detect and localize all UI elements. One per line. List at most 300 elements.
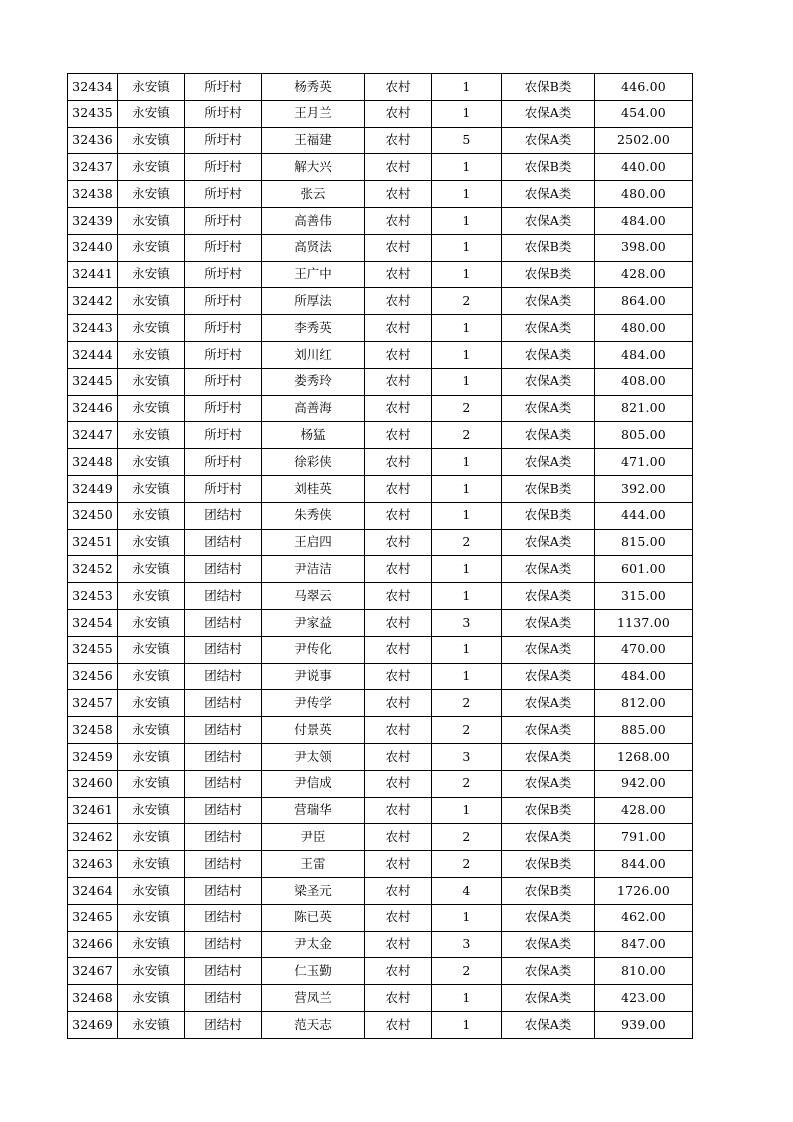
record-id-cell: 32434 xyxy=(68,74,118,101)
name-cell: 杨猛 xyxy=(262,422,365,449)
amount-cell: 428.00 xyxy=(595,797,693,824)
table-row xyxy=(68,556,693,583)
amount-cell: 885.00 xyxy=(595,717,693,744)
household-type-cell: 农村 xyxy=(365,717,432,744)
amount-cell: 480.00 xyxy=(595,315,693,342)
table-row xyxy=(68,181,693,208)
village-cell: 所圩村 xyxy=(185,368,262,395)
name-cell: 解大兴 xyxy=(262,154,365,181)
town-cell: 永安镇 xyxy=(118,341,185,368)
record-id-cell: 32458 xyxy=(68,717,118,744)
record-id-cell: 32451 xyxy=(68,529,118,556)
insurance-type-cell: 农保B类 xyxy=(502,234,595,261)
village-cell: 团结村 xyxy=(185,877,262,904)
people-count-cell: 1 xyxy=(432,985,502,1012)
record-id-cell: 32440 xyxy=(68,234,118,261)
name-cell: 梁圣元 xyxy=(262,877,365,904)
table-row xyxy=(68,931,693,958)
people-count-cell: 1 xyxy=(432,556,502,583)
household-type-cell: 农村 xyxy=(365,100,432,127)
amount-cell: 484.00 xyxy=(595,207,693,234)
town-cell: 永安镇 xyxy=(118,609,185,636)
record-id-cell: 32445 xyxy=(68,368,118,395)
insurance-type-cell: 农保A类 xyxy=(502,288,595,315)
town-cell: 永安镇 xyxy=(118,207,185,234)
insurance-type-cell: 农保A类 xyxy=(502,100,595,127)
people-count-cell: 1 xyxy=(432,1011,502,1038)
town-cell: 永安镇 xyxy=(118,475,185,502)
insurance-type-cell: 农保A类 xyxy=(502,583,595,610)
name-cell: 王月兰 xyxy=(262,100,365,127)
name-cell: 尹传化 xyxy=(262,636,365,663)
table-row xyxy=(68,636,693,663)
household-type-cell: 农村 xyxy=(365,341,432,368)
insurance-type-cell: 农保A类 xyxy=(502,556,595,583)
household-type-cell: 农村 xyxy=(365,904,432,931)
insurance-type-cell: 农保A类 xyxy=(502,663,595,690)
insurance-type-cell: 农保A类 xyxy=(502,368,595,395)
village-cell: 所圩村 xyxy=(185,74,262,101)
name-cell: 马翠云 xyxy=(262,583,365,610)
name-cell: 王启四 xyxy=(262,529,365,556)
amount-cell: 446.00 xyxy=(595,74,693,101)
record-id-cell: 32446 xyxy=(68,395,118,422)
insurance-type-cell: 农保B类 xyxy=(502,797,595,824)
village-cell: 团结村 xyxy=(185,529,262,556)
record-id-cell: 32468 xyxy=(68,985,118,1012)
record-id-cell: 32465 xyxy=(68,904,118,931)
name-cell: 所厚法 xyxy=(262,288,365,315)
record-id-cell: 32438 xyxy=(68,181,118,208)
amount-cell: 1268.00 xyxy=(595,743,693,770)
table-row xyxy=(68,234,693,261)
town-cell: 永安镇 xyxy=(118,556,185,583)
insurance-type-cell: 农保A类 xyxy=(502,422,595,449)
table-row xyxy=(68,288,693,315)
village-cell: 团结村 xyxy=(185,985,262,1012)
record-id-cell: 32447 xyxy=(68,422,118,449)
name-cell: 张云 xyxy=(262,181,365,208)
household-type-cell: 农村 xyxy=(365,475,432,502)
people-count-cell: 1 xyxy=(432,100,502,127)
town-cell: 永安镇 xyxy=(118,315,185,342)
table-row xyxy=(68,743,693,770)
town-cell: 永安镇 xyxy=(118,127,185,154)
amount-cell: 791.00 xyxy=(595,824,693,851)
insurance-type-cell: 农保B类 xyxy=(502,261,595,288)
town-cell: 永安镇 xyxy=(118,1011,185,1038)
table-row xyxy=(68,663,693,690)
village-cell: 所圩村 xyxy=(185,261,262,288)
amount-cell: 847.00 xyxy=(595,931,693,958)
household-type-cell: 农村 xyxy=(365,449,432,476)
record-id-cell: 32467 xyxy=(68,958,118,985)
people-count-cell: 1 xyxy=(432,502,502,529)
record-id-cell: 32442 xyxy=(68,288,118,315)
record-id-cell: 32444 xyxy=(68,341,118,368)
insurance-type-cell: 农保B类 xyxy=(502,475,595,502)
household-type-cell: 农村 xyxy=(365,743,432,770)
table-row xyxy=(68,958,693,985)
household-type-cell: 农村 xyxy=(365,797,432,824)
household-type-cell: 农村 xyxy=(365,877,432,904)
table-row xyxy=(68,207,693,234)
village-cell: 所圩村 xyxy=(185,207,262,234)
name-cell: 尹传学 xyxy=(262,690,365,717)
table-row xyxy=(68,717,693,744)
people-count-cell: 2 xyxy=(432,824,502,851)
table-row xyxy=(68,395,693,422)
town-cell: 永安镇 xyxy=(118,502,185,529)
household-type-cell: 农村 xyxy=(365,931,432,958)
amount-cell: 942.00 xyxy=(595,770,693,797)
amount-cell: 1137.00 xyxy=(595,609,693,636)
people-count-cell: 2 xyxy=(432,958,502,985)
town-cell: 永安镇 xyxy=(118,636,185,663)
household-type-cell: 农村 xyxy=(365,261,432,288)
insurance-type-cell: 农保A类 xyxy=(502,315,595,342)
household-type-cell: 农村 xyxy=(365,181,432,208)
amount-cell: 454.00 xyxy=(595,100,693,127)
table-row xyxy=(68,529,693,556)
people-count-cell: 1 xyxy=(432,663,502,690)
people-count-cell: 1 xyxy=(432,636,502,663)
household-type-cell: 农村 xyxy=(365,1011,432,1038)
name-cell: 王雷 xyxy=(262,851,365,878)
town-cell: 永安镇 xyxy=(118,797,185,824)
village-cell: 所圩村 xyxy=(185,449,262,476)
people-count-cell: 1 xyxy=(432,315,502,342)
people-count-cell: 1 xyxy=(432,74,502,101)
household-type-cell: 农村 xyxy=(365,556,432,583)
table-row xyxy=(68,422,693,449)
household-type-cell: 农村 xyxy=(365,154,432,181)
table-row xyxy=(68,341,693,368)
insurance-type-cell: 农保A类 xyxy=(502,395,595,422)
record-id-cell: 32436 xyxy=(68,127,118,154)
people-count-cell: 1 xyxy=(432,904,502,931)
village-cell: 所圩村 xyxy=(185,475,262,502)
table-row xyxy=(68,609,693,636)
amount-cell: 821.00 xyxy=(595,395,693,422)
name-cell: 朱秀侠 xyxy=(262,502,365,529)
town-cell: 永安镇 xyxy=(118,288,185,315)
household-type-cell: 农村 xyxy=(365,583,432,610)
town-cell: 永安镇 xyxy=(118,985,185,1012)
town-cell: 永安镇 xyxy=(118,931,185,958)
amount-cell: 398.00 xyxy=(595,234,693,261)
amount-cell: 1726.00 xyxy=(595,877,693,904)
amount-cell: 444.00 xyxy=(595,502,693,529)
household-type-cell: 农村 xyxy=(365,368,432,395)
table-row xyxy=(68,502,693,529)
table-row xyxy=(68,904,693,931)
insurance-type-cell: 农保B类 xyxy=(502,877,595,904)
record-id-cell: 32448 xyxy=(68,449,118,476)
amount-cell: 864.00 xyxy=(595,288,693,315)
table-row xyxy=(68,985,693,1012)
name-cell: 杨秀英 xyxy=(262,74,365,101)
household-type-cell: 农村 xyxy=(365,395,432,422)
people-count-cell: 3 xyxy=(432,931,502,958)
insurance-type-cell: 农保A类 xyxy=(502,181,595,208)
village-cell: 所圩村 xyxy=(185,422,262,449)
household-type-cell: 农村 xyxy=(365,636,432,663)
people-count-cell: 2 xyxy=(432,288,502,315)
town-cell: 永安镇 xyxy=(118,877,185,904)
name-cell: 王广中 xyxy=(262,261,365,288)
name-cell: 娄秀玲 xyxy=(262,368,365,395)
town-cell: 永安镇 xyxy=(118,529,185,556)
amount-cell: 805.00 xyxy=(595,422,693,449)
insurance-type-cell: 农保A类 xyxy=(502,529,595,556)
people-count-cell: 1 xyxy=(432,261,502,288)
village-cell: 团结村 xyxy=(185,663,262,690)
village-cell: 团结村 xyxy=(185,717,262,744)
village-cell: 所圩村 xyxy=(185,100,262,127)
household-type-cell: 农村 xyxy=(365,609,432,636)
name-cell: 尹太金 xyxy=(262,931,365,958)
table-row xyxy=(68,74,693,101)
amount-cell: 810.00 xyxy=(595,958,693,985)
household-type-cell: 农村 xyxy=(365,315,432,342)
village-cell: 团结村 xyxy=(185,797,262,824)
insurance-type-cell: 农保A类 xyxy=(502,985,595,1012)
household-type-cell: 农村 xyxy=(365,529,432,556)
people-count-cell: 1 xyxy=(432,368,502,395)
insurance-type-cell: 农保B类 xyxy=(502,154,595,181)
amount-cell: 471.00 xyxy=(595,449,693,476)
town-cell: 永安镇 xyxy=(118,743,185,770)
people-count-cell: 1 xyxy=(432,583,502,610)
insurance-type-cell: 农保A类 xyxy=(502,609,595,636)
household-type-cell: 农村 xyxy=(365,422,432,449)
town-cell: 永安镇 xyxy=(118,395,185,422)
record-id-cell: 32464 xyxy=(68,877,118,904)
town-cell: 永安镇 xyxy=(118,100,185,127)
record-id-cell: 32437 xyxy=(68,154,118,181)
amount-cell: 470.00 xyxy=(595,636,693,663)
insurance-type-cell: 农保A类 xyxy=(502,931,595,958)
amount-cell: 462.00 xyxy=(595,904,693,931)
record-id-cell: 32454 xyxy=(68,609,118,636)
record-id-cell: 32466 xyxy=(68,931,118,958)
amount-cell: 408.00 xyxy=(595,368,693,395)
town-cell: 永安镇 xyxy=(118,958,185,985)
village-cell: 所圩村 xyxy=(185,341,262,368)
name-cell: 尹家益 xyxy=(262,609,365,636)
amount-cell: 815.00 xyxy=(595,529,693,556)
town-cell: 永安镇 xyxy=(118,770,185,797)
people-count-cell: 3 xyxy=(432,609,502,636)
amount-cell: 484.00 xyxy=(595,663,693,690)
insurance-type-cell: 农保A类 xyxy=(502,341,595,368)
people-count-cell: 1 xyxy=(432,341,502,368)
data-table xyxy=(67,73,693,1039)
name-cell: 营瑞华 xyxy=(262,797,365,824)
name-cell: 李秀英 xyxy=(262,315,365,342)
table-row xyxy=(68,475,693,502)
town-cell: 永安镇 xyxy=(118,368,185,395)
name-cell: 范天志 xyxy=(262,1011,365,1038)
village-cell: 团结村 xyxy=(185,609,262,636)
people-count-cell: 2 xyxy=(432,717,502,744)
table-body xyxy=(68,74,693,1039)
people-count-cell: 4 xyxy=(432,877,502,904)
people-count-cell: 1 xyxy=(432,475,502,502)
record-id-cell: 32435 xyxy=(68,100,118,127)
village-cell: 所圩村 xyxy=(185,154,262,181)
people-count-cell: 1 xyxy=(432,154,502,181)
table-row xyxy=(68,1011,693,1038)
town-cell: 永安镇 xyxy=(118,449,185,476)
table-row xyxy=(68,877,693,904)
insurance-type-cell: 农保A类 xyxy=(502,636,595,663)
household-type-cell: 农村 xyxy=(365,127,432,154)
town-cell: 永安镇 xyxy=(118,690,185,717)
table-row xyxy=(68,690,693,717)
insurance-type-cell: 农保B类 xyxy=(502,74,595,101)
village-cell: 所圩村 xyxy=(185,234,262,261)
town-cell: 永安镇 xyxy=(118,824,185,851)
table-row xyxy=(68,824,693,851)
village-cell: 团结村 xyxy=(185,851,262,878)
amount-cell: 440.00 xyxy=(595,154,693,181)
village-cell: 所圩村 xyxy=(185,181,262,208)
village-cell: 所圩村 xyxy=(185,288,262,315)
record-id-cell: 32449 xyxy=(68,475,118,502)
household-type-cell: 农村 xyxy=(365,824,432,851)
table-row xyxy=(68,315,693,342)
name-cell: 刘桂英 xyxy=(262,475,365,502)
village-cell: 团结村 xyxy=(185,931,262,958)
name-cell: 尹臣 xyxy=(262,824,365,851)
name-cell: 付景英 xyxy=(262,717,365,744)
town-cell: 永安镇 xyxy=(118,74,185,101)
town-cell: 永安镇 xyxy=(118,181,185,208)
insurance-type-cell: 农保A类 xyxy=(502,717,595,744)
village-cell: 团结村 xyxy=(185,502,262,529)
table-row xyxy=(68,261,693,288)
household-type-cell: 农村 xyxy=(365,851,432,878)
insurance-type-cell: 农保A类 xyxy=(502,770,595,797)
table-row xyxy=(68,368,693,395)
record-id-cell: 32441 xyxy=(68,261,118,288)
insurance-type-cell: 农保A类 xyxy=(502,958,595,985)
household-type-cell: 农村 xyxy=(365,234,432,261)
village-cell: 团结村 xyxy=(185,824,262,851)
name-cell: 高贤法 xyxy=(262,234,365,261)
name-cell: 陈已英 xyxy=(262,904,365,931)
village-cell: 团结村 xyxy=(185,958,262,985)
amount-cell: 428.00 xyxy=(595,261,693,288)
name-cell: 刘川红 xyxy=(262,341,365,368)
table-row xyxy=(68,127,693,154)
amount-cell: 480.00 xyxy=(595,181,693,208)
record-id-cell: 32463 xyxy=(68,851,118,878)
household-type-cell: 农村 xyxy=(365,690,432,717)
insurance-type-cell: 农保B类 xyxy=(502,502,595,529)
town-cell: 永安镇 xyxy=(118,154,185,181)
village-cell: 团结村 xyxy=(185,636,262,663)
amount-cell: 484.00 xyxy=(595,341,693,368)
amount-cell: 2502.00 xyxy=(595,127,693,154)
people-count-cell: 5 xyxy=(432,127,502,154)
town-cell: 永安镇 xyxy=(118,422,185,449)
village-cell: 所圩村 xyxy=(185,395,262,422)
household-type-cell: 农村 xyxy=(365,207,432,234)
amount-cell: 844.00 xyxy=(595,851,693,878)
people-count-cell: 1 xyxy=(432,449,502,476)
name-cell: 尹说事 xyxy=(262,663,365,690)
insurance-type-cell: 农保A类 xyxy=(502,824,595,851)
amount-cell: 812.00 xyxy=(595,690,693,717)
insurance-type-cell: 农保A类 xyxy=(502,743,595,770)
town-cell: 永安镇 xyxy=(118,234,185,261)
record-id-cell: 32462 xyxy=(68,824,118,851)
amount-cell: 939.00 xyxy=(595,1011,693,1038)
household-type-cell: 农村 xyxy=(365,502,432,529)
village-cell: 团结村 xyxy=(185,690,262,717)
record-id-cell: 32455 xyxy=(68,636,118,663)
village-cell: 团结村 xyxy=(185,904,262,931)
insurance-type-cell: 农保A类 xyxy=(502,449,595,476)
name-cell: 尹洁洁 xyxy=(262,556,365,583)
insurance-type-cell: 农保B类 xyxy=(502,851,595,878)
name-cell: 高善海 xyxy=(262,395,365,422)
table-row xyxy=(68,797,693,824)
record-id-cell: 32459 xyxy=(68,743,118,770)
record-id-cell: 32456 xyxy=(68,663,118,690)
table-row xyxy=(68,100,693,127)
record-id-cell: 32453 xyxy=(68,583,118,610)
table-row xyxy=(68,449,693,476)
name-cell: 仁玉勤 xyxy=(262,958,365,985)
table-row xyxy=(68,770,693,797)
record-id-cell: 32452 xyxy=(68,556,118,583)
village-cell: 所圩村 xyxy=(185,127,262,154)
people-count-cell: 2 xyxy=(432,529,502,556)
household-type-cell: 农村 xyxy=(365,958,432,985)
people-count-cell: 1 xyxy=(432,797,502,824)
name-cell: 尹太领 xyxy=(262,743,365,770)
people-count-cell: 1 xyxy=(432,181,502,208)
village-cell: 所圩村 xyxy=(185,315,262,342)
name-cell: 营凤兰 xyxy=(262,985,365,1012)
village-cell: 团结村 xyxy=(185,556,262,583)
table-row xyxy=(68,583,693,610)
record-id-cell: 32461 xyxy=(68,797,118,824)
people-count-cell: 2 xyxy=(432,690,502,717)
people-count-cell: 2 xyxy=(432,395,502,422)
town-cell: 永安镇 xyxy=(118,663,185,690)
record-id-cell: 32443 xyxy=(68,315,118,342)
amount-cell: 601.00 xyxy=(595,556,693,583)
name-cell: 尹信成 xyxy=(262,770,365,797)
record-id-cell: 32469 xyxy=(68,1011,118,1038)
people-count-cell: 2 xyxy=(432,422,502,449)
household-type-cell: 农村 xyxy=(365,663,432,690)
insurance-type-cell: 农保A类 xyxy=(502,690,595,717)
insurance-type-cell: 农保A类 xyxy=(502,904,595,931)
household-type-cell: 农村 xyxy=(365,985,432,1012)
town-cell: 永安镇 xyxy=(118,717,185,744)
record-id-cell: 32439 xyxy=(68,207,118,234)
record-id-cell: 32457 xyxy=(68,690,118,717)
town-cell: 永安镇 xyxy=(118,904,185,931)
people-count-cell: 1 xyxy=(432,207,502,234)
town-cell: 永安镇 xyxy=(118,851,185,878)
